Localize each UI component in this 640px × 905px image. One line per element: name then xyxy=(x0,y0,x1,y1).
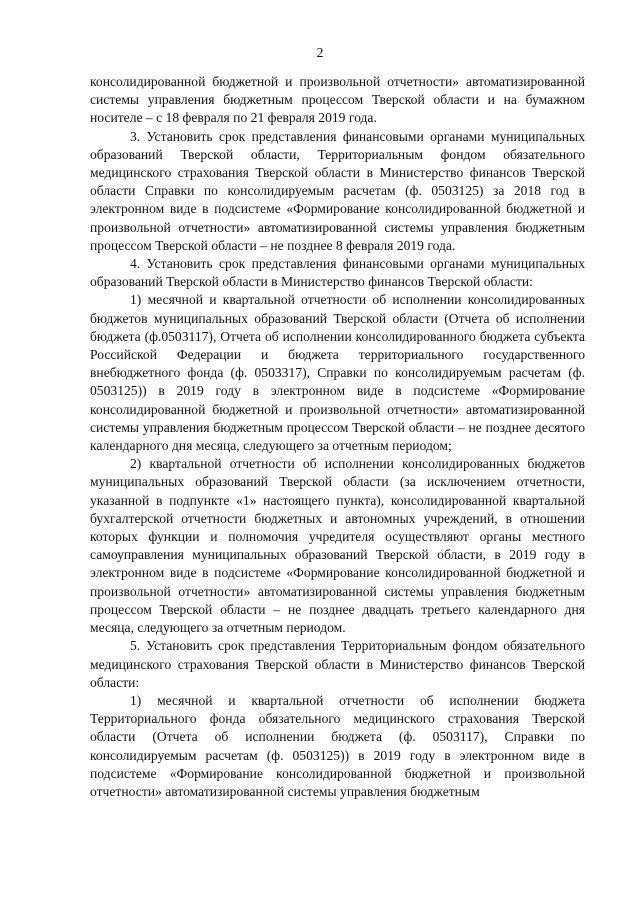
paragraph-item-4: 4. Установить срок представления финансовыми органами муниципальных образований Тверской области в Министерство финансов Тверской области: xyxy=(90,256,585,290)
document-body xyxy=(90,73,585,801)
paragraph-continuation: консолидированной бюджетной и произвольной отчетности» автоматизированной системы управления бюджетным процессом Тверской области и на бумажном носителе – с 18 февраля по 21 февраля 2019 года. xyxy=(90,74,585,126)
paragraph-item-5: 5. Установить срок представления Территориальным фондом обязательного медицинского страхования Тверской области в Министерство финансов Тверской области: xyxy=(90,638,585,690)
paragraph-item-5-sub-1: 1) месячной и квартальной отчетности об исполнении бюджета Территориального фонда обязательного медицинского страхования Тверской области (Отчета об исполнении бюджета (ф. 0503117), Справки по консолидируемым расчетам (ф. 0503125)) в 2019 году в электронном виде в подсистеме «Формирование консолидированной бюджетной и произвольной отчетности» автоматизированной системы управления бюджетным xyxy=(90,692,585,799)
page-number: 2 xyxy=(316,45,324,60)
paragraph-item-4-sub-2: 2) квартальной отчетности об исполнении консолидированных бюджетов муниципальных образований Тверской области (за исключением отчетности, указанной в подпункте «1» настоящего пункта), консолидированной квартальной бухгалтерской отчетности бюджетных и автономных учреждений, в отношении которых функции и полномочия учредителя осуществляют органы местного самоуправления муниципальных образований Тверской области, в 2019 году в электронном виде в подсистеме «Формирование консолидированной бюджетной и произвольной отчетности» автоматизированной системы управления бюджетным процессом Тверской области – не позднее двадцать третьего календарного дня месяца, следующего за отчетным периодом. xyxy=(90,456,585,636)
paragraph-item-3: 3. Установить срок представления финансовыми органами муниципальных образований Тверской области, Территориальным фондом обязательного медицинского страхования Тверской области в Министерство финансов Тверской области Справки по консолидируемым расчетам (ф. 0503125) за 2018 год в электронном виде в подсистеме «Формирование консолидированной бюджетной и произвольной отчетности» автоматизированной системы управления бюджетным процессом Тверской области – не позднее 8 февраля 2019 года. xyxy=(90,128,585,253)
paragraph-item-4-sub-1: 1) месячной и квартальной отчетности об исполнении консолидированных бюджетов муниципальных образований Тверской области (Отчета об исполнении бюджета (ф.0503117), Отчета об исполнении консолидированного бюджета субъекта Российской Федерации и бюджета территориального государственного внебюджетного фонда (ф. 0503317), Справки по консолидируемым расчетам (ф. 0503125)) в 2019 году в электронном виде в подсистеме «Формирование консолидированной бюджетной и произвольной отчетности» автоматизированной системы управления бюджетным процессом Тверской области – не позднее десятого календарного дня месяца, следующего за отчетным периодом; xyxy=(90,292,585,454)
